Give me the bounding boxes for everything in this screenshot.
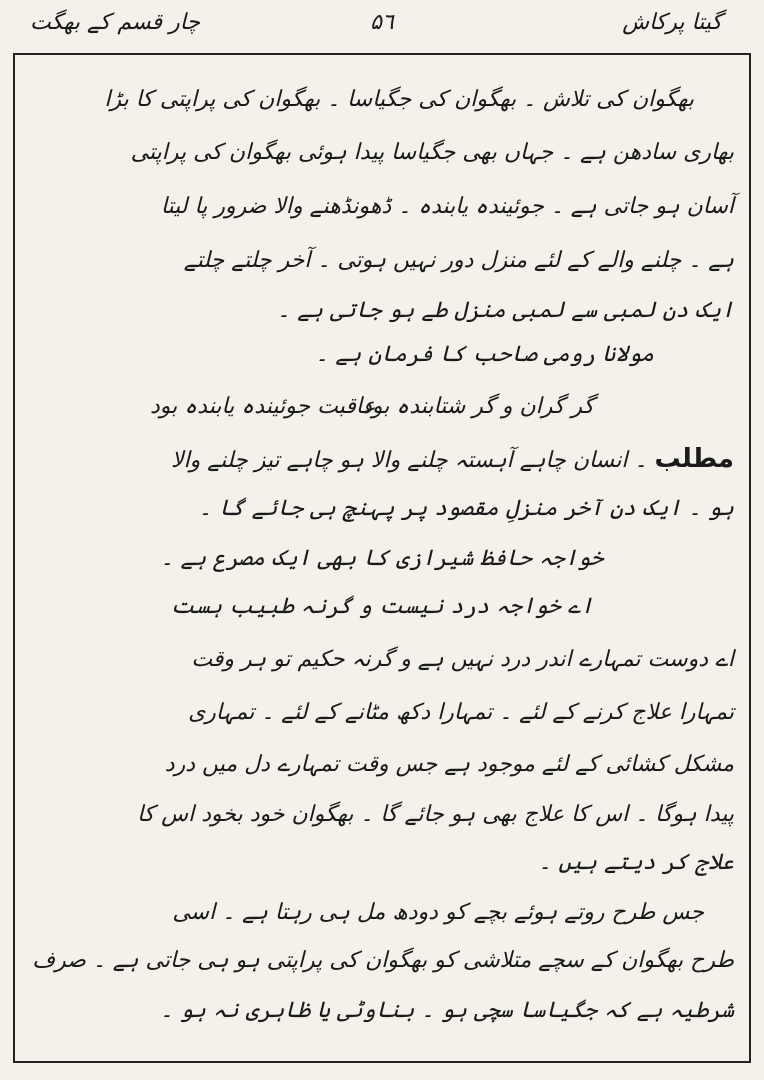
text-line: ایک دن لمبی سے لمبی منزل طے ہو جاتی ہے ۔ <box>277 298 734 323</box>
text-line: تمہارا علاج کرنے کے لئے ۔ تمہارا دکھ مٹانے کے لئے ۔ تمہاری <box>188 700 734 725</box>
text-line: مولانا رومی صاحب کا فرمان ہے ۔ <box>315 342 654 367</box>
text-segment: ۔ انسان چاہے آہستہ چلنے والا ہو چاہے تیز چلنے والا <box>171 448 648 473</box>
text-line: علاج کر دیتے ہیں ۔ <box>538 850 734 875</box>
text-line: ہو ۔ ایک دن آخر منزلِ مقصود پر پہنچ ہی جائے گا ۔ <box>198 496 734 521</box>
text-line: پیدا ہوگا ۔ اس کا علاج بھی ہو جائے گا ۔ بھگوان خود بخود اس کا <box>137 802 734 827</box>
text-line: بھاری سادھن ہے ۔ جہاں بھی جگیاسا پیدا ہوئی بھگوان کی پراپتی <box>130 140 734 165</box>
text-line: مشکل کشائی کے لئے موجود ہے جس وقت تمہارے دل میں درد <box>164 752 734 777</box>
text-line: شرطیہ ہے کہ جگیاسا سچی ہو ۔ بناوٹی یا ظاہری نہ ہو ۔ <box>160 998 734 1023</box>
text-line: ہے ۔ چلنے والے کے لئے منزل دور نہیں ہوتی ۔ آخر چلتے چلتے <box>183 248 734 273</box>
rumi-couplet <box>30 392 734 422</box>
hafiz-verse: اے خواجہ درد نیست و گرنہ طبیب ہست <box>170 594 594 619</box>
couplet-hemistich-2: عاقبت جوئیندہ یابندہ بود <box>150 394 376 419</box>
matlab-heading: مطلب <box>654 444 734 474</box>
page-body <box>30 0 734 1080</box>
chapter-title: چار قسم کے بھگت <box>30 10 201 35</box>
page-number: ۵٦ <box>370 10 394 35</box>
text-line <box>30 444 734 476</box>
text-line: خواجہ حافظ شیرازی کا بھی ایک مصرع ہے ۔ <box>160 546 604 571</box>
text-line: بھگوان کی تلاش ۔ بھگوان کی جگیاسا ۔ بھگوان کی پراپتی کا بڑا <box>104 87 694 112</box>
text-line: اے دوست تمہارے اندر درد نہیں ہے و گرنہ حکیم تو ہر وقت <box>191 647 734 672</box>
text-line: جس طرح روتے ہوئے بچے کو دودھ مل ہی رہتا ہے ۔ اسی <box>172 900 704 925</box>
text-line: طرح بھگوان کے سچے متلاشی کو بھگوان کی پراپتی ہو ہی جاتی ہے ۔ صرف <box>32 948 734 973</box>
text-line: آسان ہو جاتی ہے ۔ جوئیندہ یابندہ ۔ ڈھونڈھنے والا ضرور پا لیتا <box>160 194 734 219</box>
couplet-hemistich-1: گر گران و گر شتابندہ بود <box>362 394 594 419</box>
book-title: گیتا پرکاش <box>622 10 722 35</box>
